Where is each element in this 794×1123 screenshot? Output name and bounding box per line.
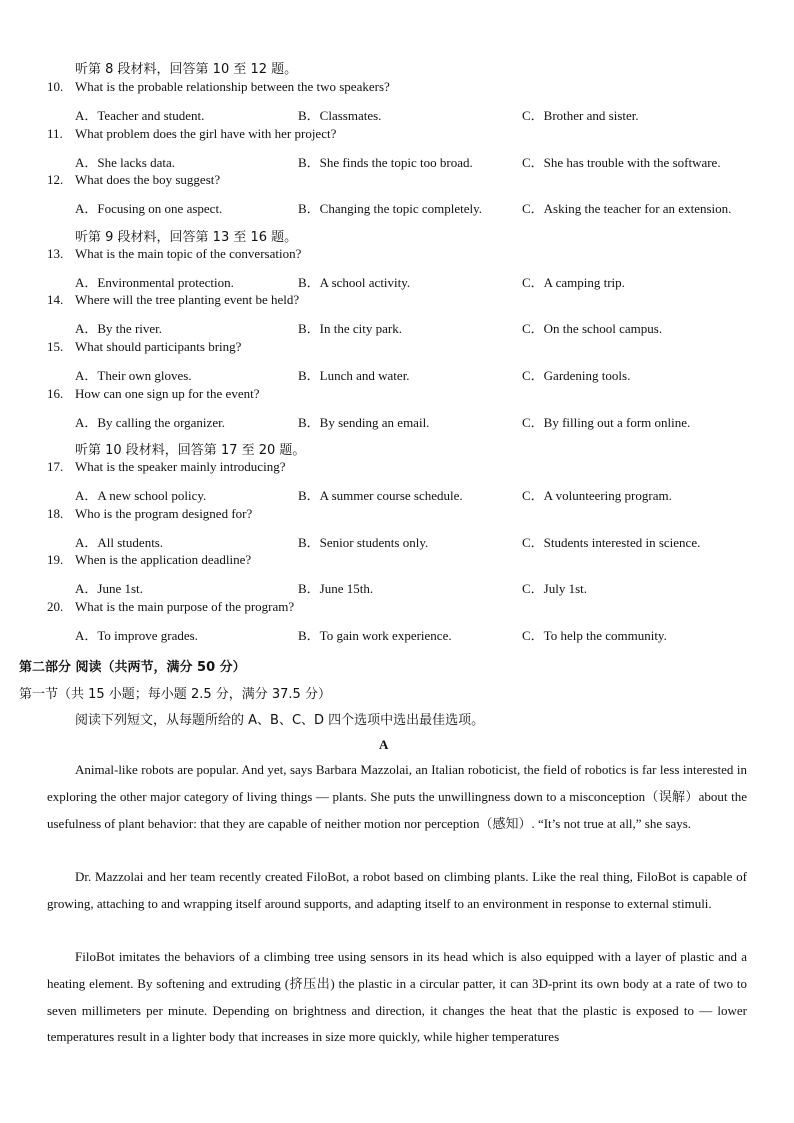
option-b: B．A summer course schedule. (298, 488, 463, 503)
option-b: B．In the city park. (298, 321, 402, 336)
question-text: What problem does the girl have with her project? (75, 126, 337, 141)
option-a: A．June 1st. (75, 581, 143, 596)
question-number: 10. (47, 79, 64, 94)
question-number: 19. (47, 552, 64, 567)
option-c: C．By filling out a form online. (522, 415, 691, 430)
listening-section-intro: 听第 10 段材料，回答第 17 至 20 题。 (75, 443, 306, 458)
option-c: C．Brother and sister. (522, 108, 639, 123)
question-text: What is the probable relationship between the two speakers? (75, 79, 390, 94)
question-text: Who is the program designed for? (75, 506, 253, 521)
listening-section-intro: 听第 8 段材料，回答第 10 至 12 题。 (75, 62, 298, 77)
question-number: 14. (47, 292, 64, 307)
option-a: A．Teacher and student. (75, 108, 205, 123)
question-text: How can one sign up for the event? (75, 386, 260, 401)
passage-paragraph-3: FiloBot imitates the behaviors of a climbing tree using sensors in its head which is also equipped with a layer of plastic and a heating element. By softening and extruding (挤压出) the plastic in a circular patter, it can 3D-print its own body at a rate of two to seven millimeters per minute. Depending on brightness and direction, it changes the heat that the plastic is exposed to — lower temperatures result in a lighter body that increases in size more quickly, while higher temperatures (47, 949, 747, 1045)
question-number: 11. (47, 126, 63, 141)
option-c: C．Gardening tools. (522, 368, 631, 383)
option-b: B．Changing the topic completely. (298, 201, 483, 216)
option-b: B．Lunch and water. (298, 368, 410, 383)
part2-heading: 第二部分 阅读（共两节，满分 50 分） (19, 660, 246, 675)
question-text: Where will the tree planting event be held? (75, 292, 300, 307)
question-number: 16. (47, 386, 64, 401)
option-c: C．Asking the teacher for an extension. (522, 201, 732, 216)
section1-heading: 第一节（共 15 小题；每小题 2.5 分，满分 37.5 分） (19, 687, 331, 702)
option-a: A．To improve grades. (75, 628, 198, 643)
option-c: C．She has trouble with the software. (522, 155, 721, 170)
option-b: B．She finds the topic too broad. (298, 155, 473, 170)
question-number: 13. (47, 246, 64, 261)
option-c: C．On the school campus. (522, 321, 663, 336)
question-text: What is the main purpose of the program? (75, 599, 295, 614)
option-a: A．All students. (75, 535, 164, 550)
question-text: What does the boy suggest? (75, 172, 221, 187)
option-a: A．Environmental protection. (75, 275, 234, 290)
question-text: When is the application deadline? (75, 552, 252, 567)
option-a: A．By calling the organizer. (75, 415, 225, 430)
reading-instruction: 阅读下列短文，从每题所给的 A、B、C、D 四个选项中选出最佳选项。 (75, 713, 485, 728)
option-c: C．To help the community. (522, 628, 667, 643)
question-number: 12. (47, 172, 64, 187)
question-number: 20. (47, 599, 64, 614)
question-text: What is the speaker mainly introducing? (75, 459, 286, 474)
option-b: B．Senior students only. (298, 535, 429, 550)
option-b: B．A school activity. (298, 275, 411, 290)
option-b: B．Classmates. (298, 108, 382, 123)
option-a: A．A new school policy. (75, 488, 207, 503)
option-a: A．By the river. (75, 321, 163, 336)
option-c: C．A camping trip. (522, 275, 625, 290)
option-b: B．To gain work experience. (298, 628, 452, 643)
question-number: 15. (47, 339, 64, 354)
option-a: A．She lacks data. (75, 155, 176, 170)
option-c: C．Students interested in science. (522, 535, 701, 550)
option-b: B．June 15th. (298, 581, 374, 596)
option-c: C．A volunteering program. (522, 488, 672, 503)
option-a: A．Their own gloves. (75, 368, 192, 383)
listening-section-intro: 听第 9 段材料，回答第 13 至 16 题。 (75, 230, 298, 245)
question-text: What is the main topic of the conversation? (75, 246, 302, 261)
question-number: 18. (47, 506, 64, 521)
passage-label: A (379, 737, 389, 752)
passage-paragraph-1: Animal-like robots are popular. And yet, says Barbara Mazzolai, an Italian roboticist, the field of robotics is far less interested in exploring the other major category of living things — plants. She puts the unwillingness down to a misconception（误解）about the usefulness of plant behavior: that they are capable of neither motion nor perception（感知）. “It’s not true at all,” she says. (47, 762, 747, 831)
question-number: 17. (47, 459, 64, 474)
passage-paragraph-2: Dr. Mazzolai and her team recently created FiloBot, a robot based on climbing plants. Like the real thing, FiloBot is capable of growing, attaching to and wrapping itself around supports, and adapting itself to an environment in response to external stimuli. (47, 869, 747, 911)
option-c: C．July 1st. (522, 581, 588, 596)
option-a: A．Focusing on one aspect. (75, 201, 223, 216)
option-b: B．By sending an email. (298, 415, 430, 430)
question-text: What should participants bring? (75, 339, 242, 354)
